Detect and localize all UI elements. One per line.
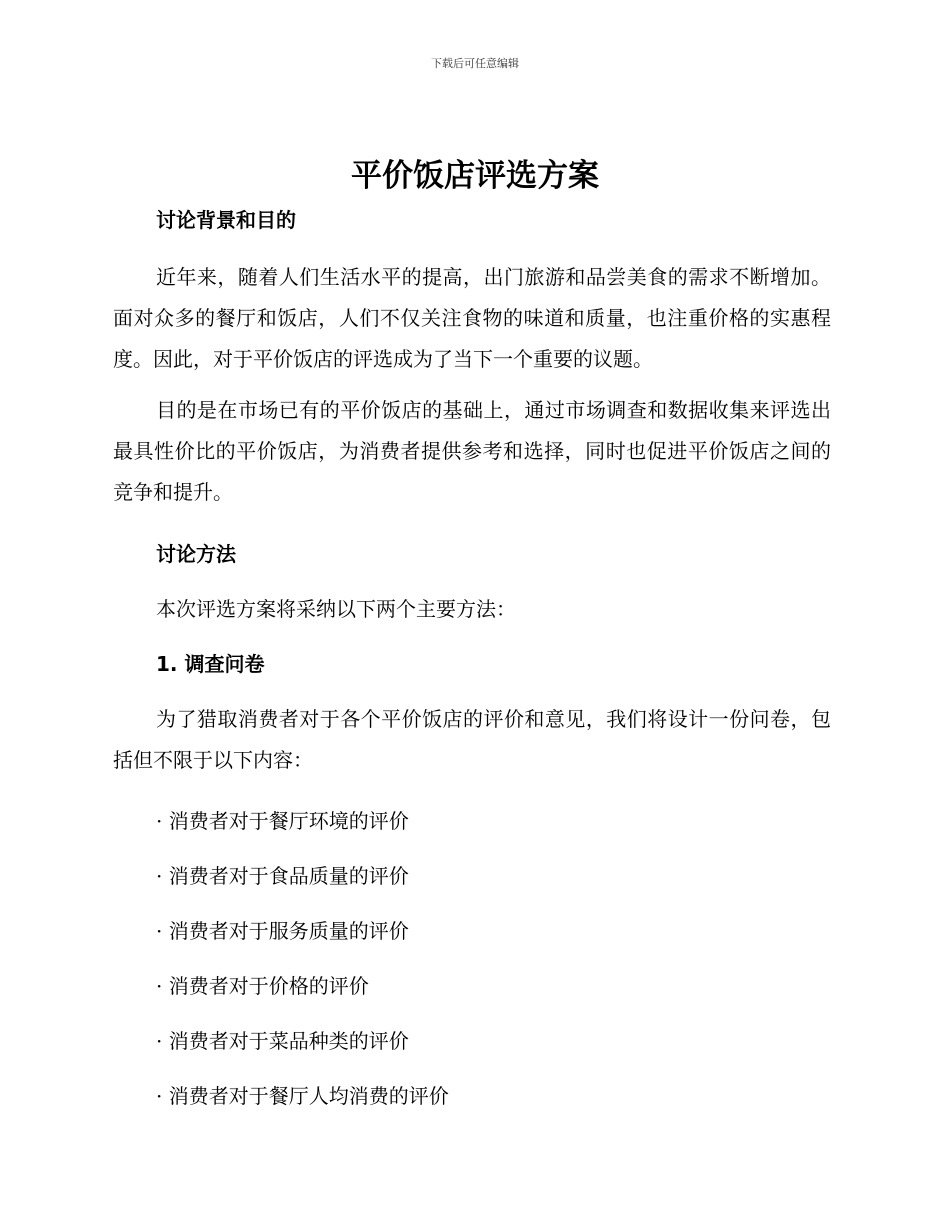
paragraph-method-intro: 本次评选方案将采纳以下两个主要方法： (156, 597, 516, 621)
paragraph-background-1: 近年来，随着人们生活水平的提高，出门旅游和品尝美食的需求不断增加。面对众多的餐厅和饭店，人们不仅关注食物的味道和质量，也注重价格的实惠程度。因此，对于平价饭店的评选成为了当下一个重要的议题。 (113, 265, 831, 371)
list-item: · 消费者对于菜品种类的评价 (156, 1029, 409, 1053)
section-heading-survey: 1. 调查问卷 (156, 652, 265, 676)
page-title: 平价饭店评选方案 (351, 158, 599, 194)
document-body (113, 205, 831, 1111)
list-item: · 消费者对于服务质量的评价 (156, 919, 409, 943)
list-item: · 消费者对于价格的评价 (156, 974, 369, 998)
section-heading-method: 讨论方法 (156, 542, 236, 566)
list-item: · 消费者对于餐厅环境的评价 (156, 809, 409, 833)
list-item: · 消费者对于食品质量的评价 (156, 864, 409, 888)
paragraph-survey: 为了猎取消费者对于各个平价饭店的评价和意见，我们将设计一份问卷，包括但不限于以下内容： (113, 707, 831, 772)
header-note: 下载后可任意编辑 (431, 57, 519, 70)
section-heading-background: 讨论背景和目的 (156, 208, 296, 232)
paragraph-background-2: 目的是在市场已有的平价饭店的基础上，通过市场调查和数据收集来评选出最具性价比的平价饭店，为消费者提供参考和选择，同时也促进平价饭店之间的竞争和提升。 (113, 398, 831, 504)
list-item: · 消费者对于餐厅人均消费的评价 (156, 1084, 449, 1108)
